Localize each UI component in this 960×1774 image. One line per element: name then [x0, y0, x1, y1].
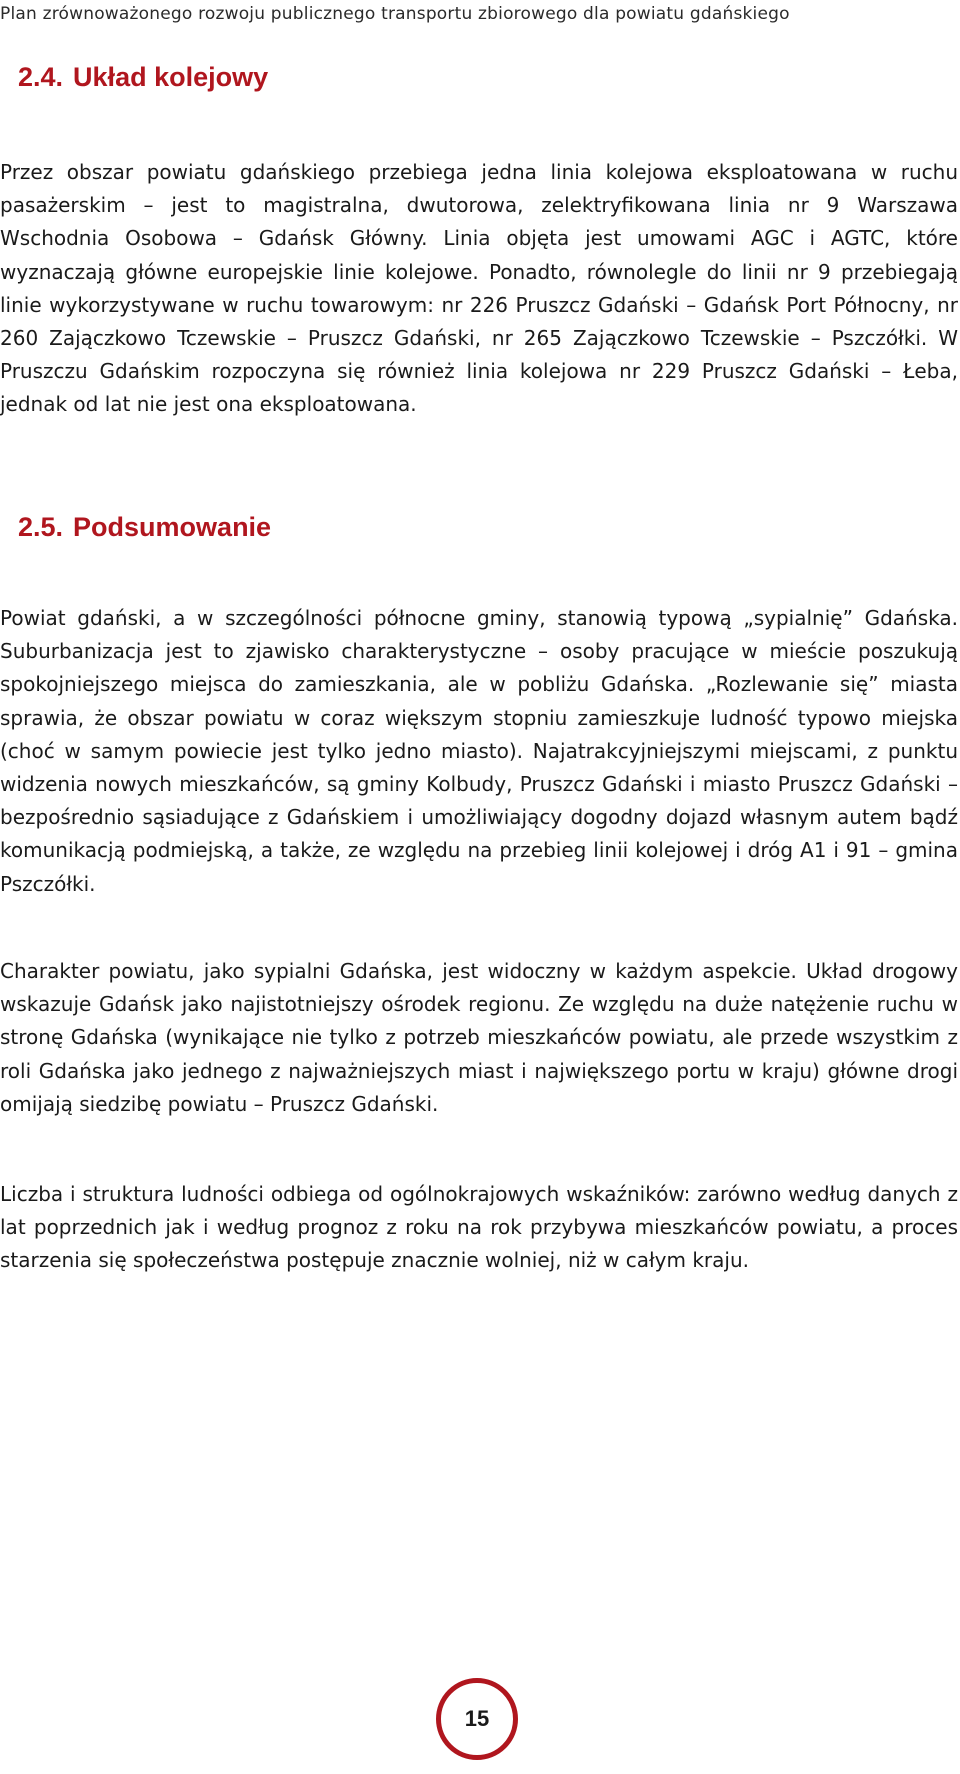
page-number-badge [436, 1678, 518, 1760]
paragraph-summary-1: Powiat gdański, a w szczególności północne gminy, stanowią typową „sypialnię” Gdańska. Suburbanizacja jest to zjawisko charakterystyczne – osoby pracujące w mieście poszukują spokojniejszego miejsca do zamieszkania, ale w pobliżu Gdańska. „Rozlewanie się” miasta sprawia, że obszar powiatu w coraz większym stopniu zamieszkuje ludność typowo miejska (choć w samym powiecie jest tylko jedno miasto). Najatrakcyjniejszymi miejscami, z punktu widzenia nowych mieszkańców, są gminy Kolbudy, Pruszcz Gdański i miasto Pruszcz Gdański – bezpośrednio sąsiadujące z Gdańskiem i umożliwiający dogodny dojazd własnym autem bądź komunikacją podmiejską, a także, ze względu na przebieg linii kolejowej i dróg A1 i 91 – gmina Pszczółki. [0, 606, 958, 896]
running-header: Plan zrównoważonego rozwoju publicznego transportu zbiorowego dla powiatu gdańskiego [0, 4, 790, 24]
section-number: 2.5. [18, 512, 64, 542]
section-number: 2.4. [18, 62, 64, 92]
section-title: Podsumowanie [73, 512, 272, 542]
section-title: Układ kolejowy [73, 62, 269, 92]
paragraph-railway: Przez obszar powiatu gdańskiego przebiega jedna linia kolejowa eksploatowana w ruchu pasażerskim – jest to magistralna, dwutorowa, zelektryfikowana linia nr 9 Warszawa Wschodnia Osobowa – Gdańsk Główny. Linia objęta jest umowami AGC i AGTC, które wyznaczają główne europejskie linie kolejowe. Ponadto, równolegle do linii nr 9 przebiegają linie wykorzystywane w ruchu towarowym: nr 226 Pruszcz Gdański – Gdańsk Port Północny, nr 260 Zajączkowo Tczewskie – Pruszcz Gdański, nr 265 Zajączkowo Tczewskie – Pszczółki. W Pruszczu Gdańskim rozpoczyna się również linia kolejowa nr 229 Pruszcz Gdański – Łeba, jednak od lat nie jest ona eksploatowana. [0, 160, 958, 417]
paragraph-summary-3: Liczba i struktura ludności odbiega od ogólnokrajowych wskaźników: zarówno według danych z lat poprzednich jak i według prognoz z roku na rok przybywa mieszkańców powiatu, a proces starzenia się społeczeństwa postępuje znacznie wolniej, niż w całym kraju. [0, 1182, 958, 1273]
section-heading-2-4 [18, 62, 268, 93]
paragraph-summary-2: Charakter powiatu, jako sypialni Gdańska, jest widoczny w każdym aspekcie. Układ drogowy wskazuje Gdańsk jako najistotniejszy ośrodek regionu. Ze względu na duże natężenie ruchu w stronę Gdańska (wynikające nie tylko z potrzeb mieszkańców powiatu, ale przede wszystkim z roli Gdańska jako jednego z najważniejszych miast i największego portu w kraju) główne drogi omijają siedzibę powiatu – Pruszcz Gdański. [0, 959, 958, 1116]
section-heading-2-5 [18, 512, 271, 543]
page-number: 15 [464, 1706, 490, 1731]
